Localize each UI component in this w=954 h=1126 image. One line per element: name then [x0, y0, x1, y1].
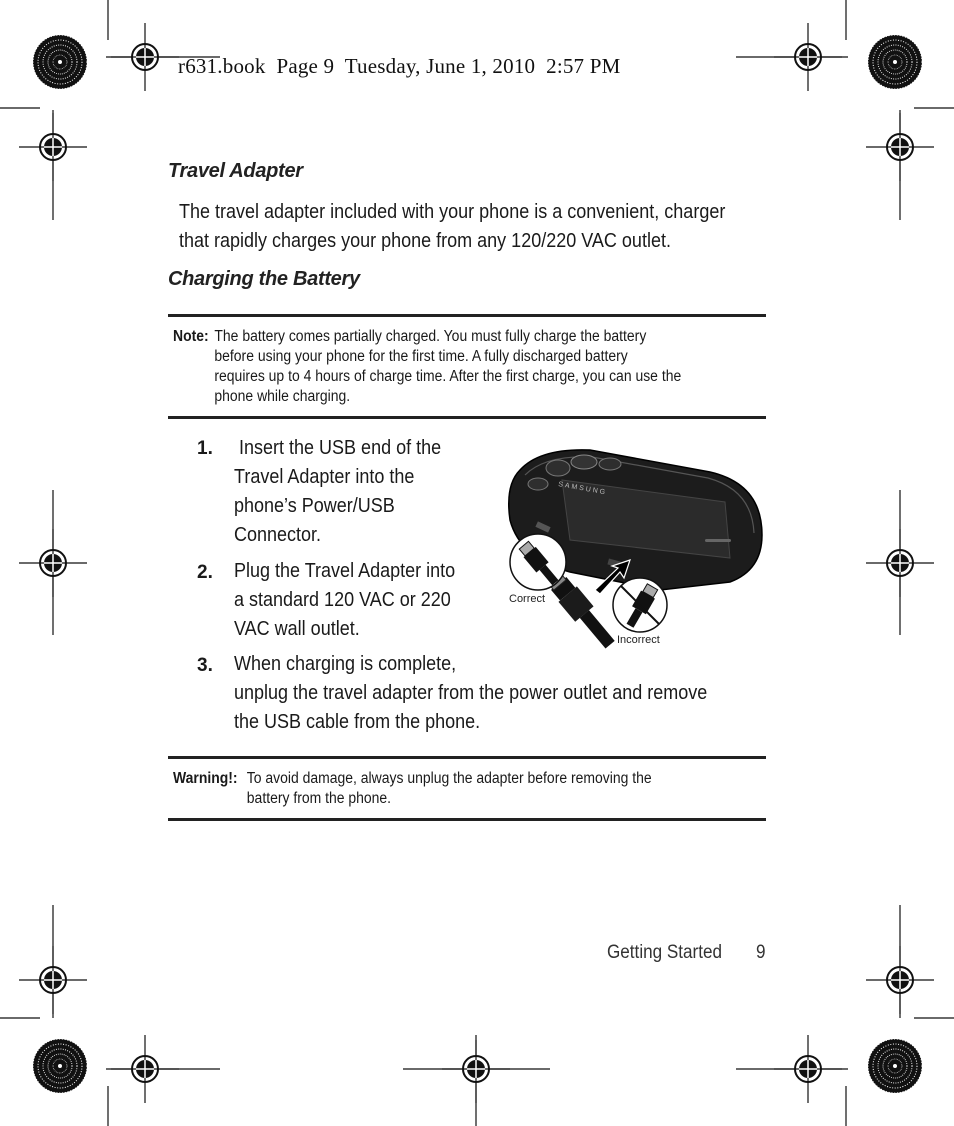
- step-line: Connector.: [234, 524, 322, 546]
- step-line: Insert the USB end of the: [234, 437, 442, 459]
- warning-line: To avoid damage, always unplug the adapter before removing the: [246, 770, 652, 787]
- brand-label: SAMSUNG: [557, 481, 608, 497]
- section-title-charging: Charging the Battery: [168, 268, 360, 290]
- step-line: phone’s Power/USB: [234, 495, 395, 517]
- correct-label: Correct: [509, 593, 546, 605]
- print-header: r631.book Page 9 Tuesday, June 1, 2010 2:57 PM: [178, 54, 621, 78]
- step-number: 3.: [197, 655, 213, 676]
- footer-section-title: Getting Started: [607, 942, 723, 963]
- warning-line: battery from the phone.: [246, 790, 392, 807]
- paragraph-line: that rapidly charges your phone from any 120/220 VAC outlet.: [179, 230, 671, 252]
- warning-bottom-rule: [168, 818, 766, 821]
- step-line: VAC wall outlet.: [234, 618, 360, 640]
- step-line: Travel Adapter into the: [234, 466, 415, 488]
- section-title-travel-adapter: Travel Adapter: [168, 160, 303, 182]
- step-line: When charging is complete,: [234, 653, 457, 675]
- note-bottom-rule: [168, 416, 766, 419]
- page-number: 9: [756, 942, 766, 963]
- paragraph-line: The travel adapter included with your phone is a convenient, charger: [179, 201, 726, 223]
- step-3-text: [234, 650, 792, 737]
- note-label: Note:: [173, 328, 209, 345]
- incorrect-label: Incorrect: [617, 634, 660, 646]
- phone-charging-illustration: [500, 440, 770, 650]
- note-line: requires up to 4 hours of charge time. After the first charge, you can use the: [214, 368, 682, 385]
- step-line: unplug the travel adapter from the power outlet and remove: [234, 682, 708, 704]
- step-number: 1.: [197, 438, 213, 459]
- warning-top-rule: [168, 756, 766, 759]
- step-line: the USB cable from the phone.: [234, 711, 481, 733]
- step-2-text: [234, 557, 504, 644]
- note-line: The battery comes partially charged. You must fully charge the battery: [214, 328, 647, 345]
- step-line: a standard 120 VAC or 220: [234, 589, 451, 611]
- travel-adapter-paragraph: [179, 198, 773, 256]
- note-line: before using your phone for the first time. A fully discharged battery: [214, 348, 628, 365]
- step-number: 2.: [197, 562, 213, 583]
- note-line: phone while charging.: [214, 388, 351, 405]
- note-top-rule: [168, 314, 766, 317]
- warning-label: Warning!:: [173, 770, 238, 787]
- step-line: Plug the Travel Adapter into: [234, 560, 456, 582]
- step-1-text: [234, 434, 504, 550]
